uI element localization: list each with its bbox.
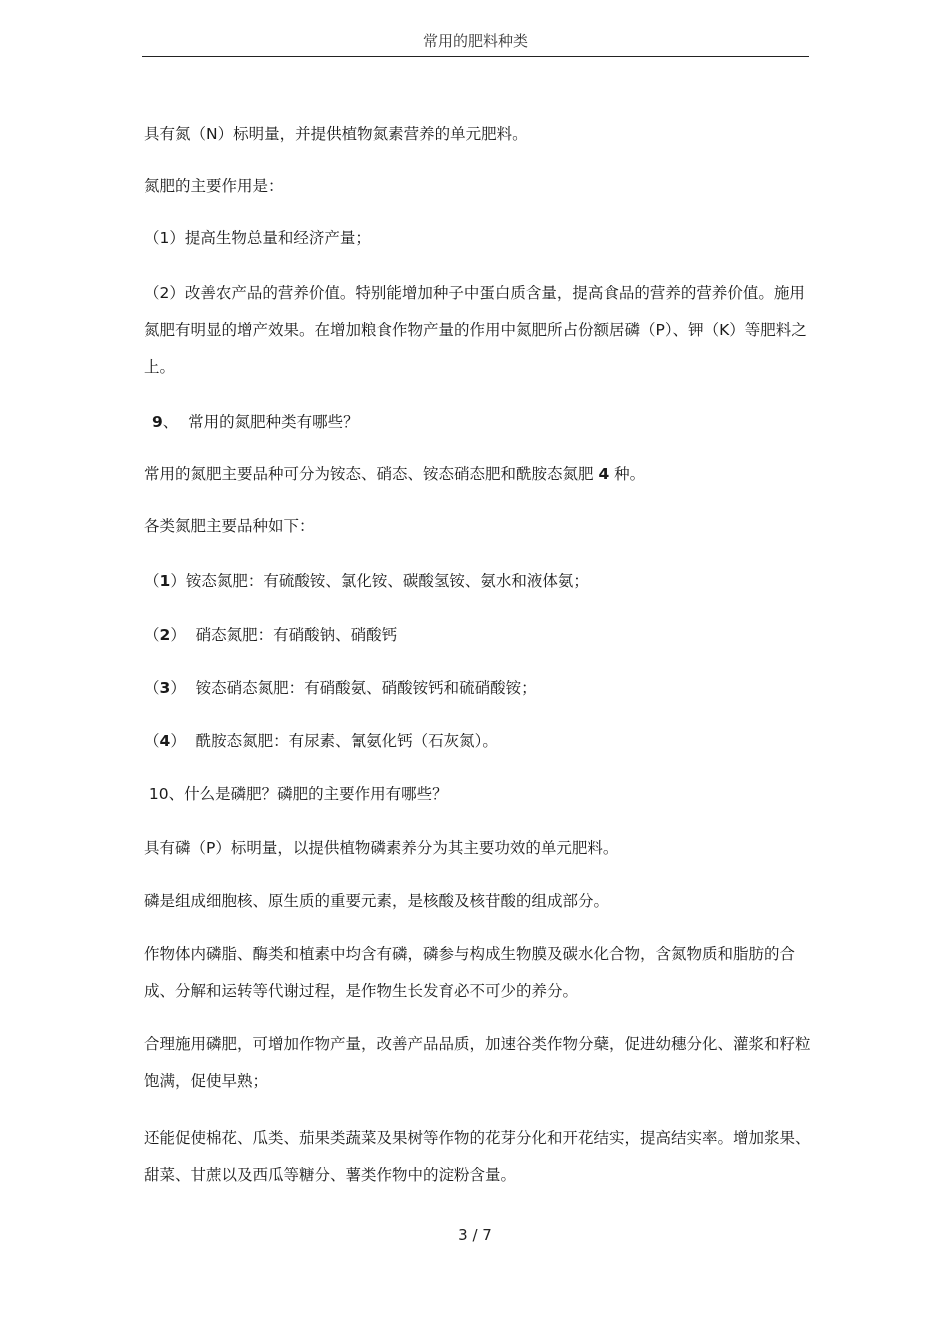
list-item-text: 酰胺态氮肥：有尿素、氰氨化钙（石灰氮）。	[185, 732, 498, 750]
list-item-text: 铵态硝态氮肥：有硝酸氨、硝酸铵钙和硫硝酸铵；	[185, 679, 537, 697]
list-item-ammonium	[144, 563, 814, 600]
list-item-open-paren: （	[144, 626, 160, 644]
paragraph-phosphorus-definition: 具有磷（P）标明量，以提供植物磷素养分为其主要功效的单元肥料。	[144, 839, 619, 857]
paragraph-phosphorus-metabolism: 作物体内磷脂、酶类和植素中均含有磷，磷参与构成生物膜及碳水化合物，含氮物质和脂肪的合成、分解和运转等代谢过程，是作物生长发育必不可少的养分。	[144, 945, 796, 1000]
header-divider	[142, 56, 809, 57]
list-item-text: 硝态氮肥：有硝酸钠、硝酸钙	[185, 626, 398, 644]
paragraph-role-1: （1）提高生物总量和经济产量；	[144, 229, 371, 247]
question-10: 10、什么是磷肥？磷肥的主要作用有哪些？	[144, 785, 448, 803]
list-item-open-paren: （	[144, 732, 160, 750]
list-item-amide	[144, 723, 814, 760]
page-number: 3 / 7	[458, 1226, 492, 1244]
list-item-ammonium-nitrate	[144, 670, 814, 707]
list-item-close-paren: ）	[170, 626, 186, 644]
list-item-close-paren: ）	[170, 679, 186, 697]
categories-count: 4	[598, 465, 610, 483]
paragraph-nitrogen-categories	[144, 456, 814, 493]
categories-text-pre: 常用的氮肥主要品种可分为铵态、硝态、铵态硝态肥和酰胺态氮肥	[144, 465, 599, 483]
page-header-title: 常用的肥料种类	[422, 32, 528, 50]
paragraph-phosphorus-element: 磷是组成细胞核、原生质的重要元素，是核酸及核苷酸的组成部分。	[144, 892, 610, 910]
list-item-number: 2	[159, 626, 171, 644]
list-item-number: 3	[159, 679, 171, 697]
paragraph-nitrogen-role-heading: 氮肥的主要作用是：	[144, 177, 284, 195]
paragraph-role-2: （2）改善农产品的营养价值。特别能增加种子中蛋白质含量，提高食品的营养的营养价值。施用氮肥有明显的增产效果。在增加粮食作物产量的作用中氮肥所占份额居磷（P）、钾（K）等肥料之上。	[144, 284, 807, 376]
list-item-number: 1	[159, 572, 171, 590]
list-item-open-paren: （	[144, 679, 160, 697]
paragraph-nitrogen-definition: 具有氮（N）标明量，并提供植物氮素营养的单元肥料。	[144, 125, 528, 143]
question-9-separator: 、	[162, 413, 179, 431]
paragraph-varieties-heading: 各类氮肥主要品种如下：	[144, 517, 315, 535]
question-9-text: 常用的氮肥种类有哪些？	[178, 413, 359, 431]
list-item-close-paren: ）	[170, 732, 186, 750]
paragraph-phosphorus-application: 合理施用磷肥，可增加作物产量，改善产品品质，加速谷类作物分蘖，促进幼穗分化、灌浆和籽粒饱满，促使早熟；	[144, 1035, 811, 1090]
paragraph-phosphorus-benefits: 还能促使棉花、瓜类、茄果类蔬菜及果树等作物的花芽分化和开花结实，提高结实率。增加浆果、甜菜、甘蔗以及西瓜等糖分、薯类作物中的淀粉含量。	[144, 1129, 811, 1184]
question-9-number: 9	[152, 413, 163, 431]
list-item-close-paren: ）	[170, 572, 186, 590]
categories-text-post: 种。	[609, 465, 646, 483]
list-item-nitrate	[144, 617, 814, 654]
question-9	[144, 404, 814, 441]
list-item-number: 4	[159, 732, 171, 750]
list-item-open-paren: （	[144, 572, 160, 590]
list-item-text: 铵态氮肥：有硫酸铵、氯化铵、碳酸氢铵、氨水和液体氨；	[185, 572, 589, 590]
